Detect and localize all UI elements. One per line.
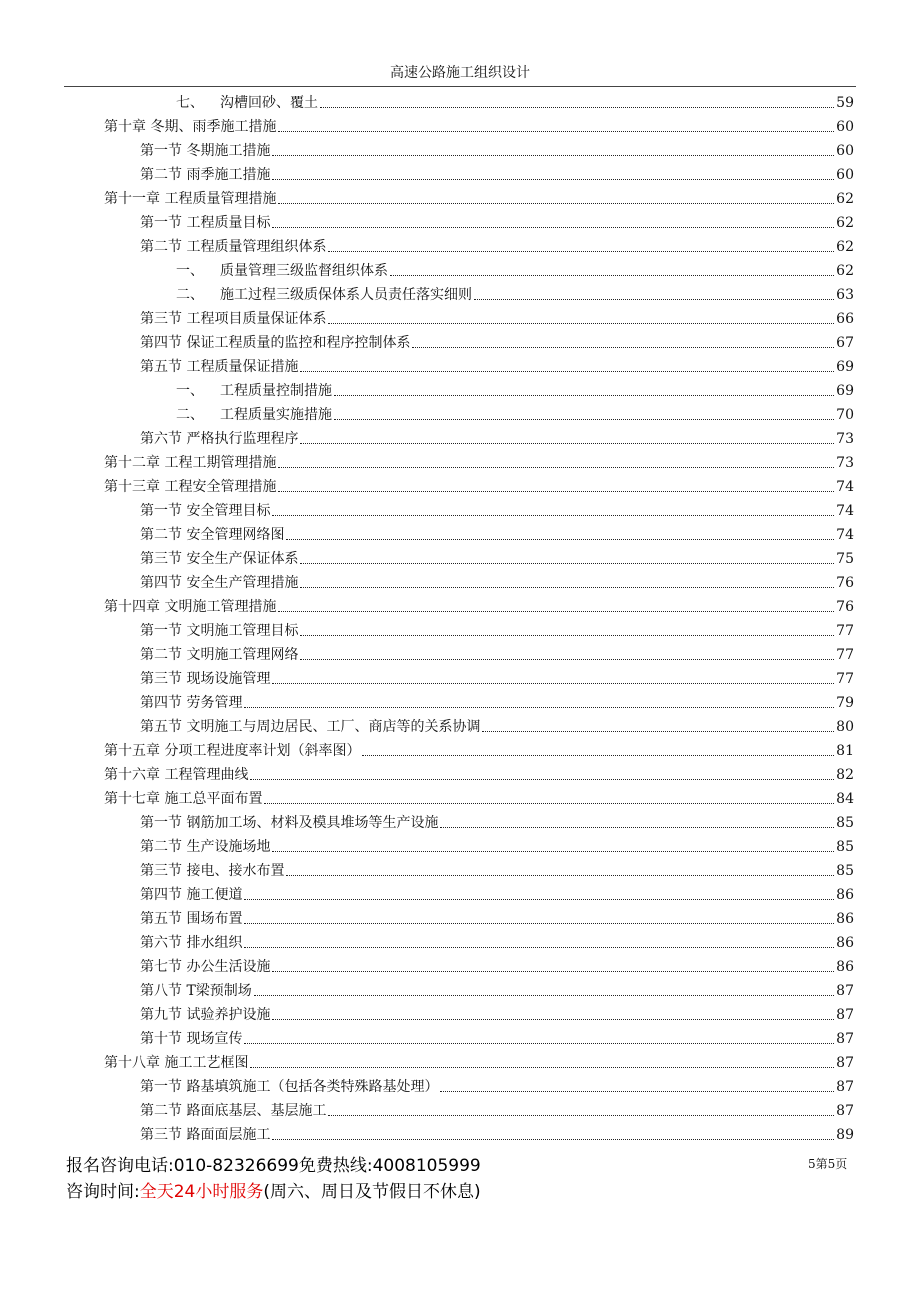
- toc-entry-page: 87: [836, 1079, 854, 1095]
- toc-leader-dots: [300, 587, 834, 588]
- toc-entry[interactable]: [140, 208, 854, 232]
- toc-entry-label: [140, 334, 410, 352]
- toc-entry-label: [140, 934, 242, 952]
- toc-leader-dots: [474, 299, 834, 300]
- toc-entry-text: 第十八章 施工工艺框图: [104, 1055, 249, 1071]
- toc-entry-text: 第三节 安全生产保证体系: [140, 551, 299, 567]
- toc-entry-label: [140, 166, 270, 184]
- toc-entry-page: 86: [836, 887, 854, 903]
- toc-leader-dots: [482, 731, 834, 732]
- toc-leader-dots: [440, 1091, 834, 1092]
- toc-leader-dots: [300, 371, 834, 372]
- toc-entry-page: 77: [836, 647, 854, 663]
- toc-leader-dots: [278, 131, 834, 132]
- toc-entry-text: 第十二章 工程工期管理措施: [104, 455, 277, 471]
- page-header-title: 高速公路施工组织设计: [390, 65, 530, 81]
- toc-entry[interactable]: [140, 1120, 854, 1144]
- toc-entry-text: 第十六章 工程管理曲线: [104, 767, 249, 783]
- page-number-indicator: 5第5页: [808, 1157, 848, 1171]
- toc-entry-label: [140, 502, 270, 520]
- toc-entry-page: 87: [836, 1103, 854, 1119]
- toc-entry-page: 87: [836, 1031, 854, 1047]
- toc-leader-dots: [244, 707, 834, 708]
- toc-entry[interactable]: [140, 304, 854, 328]
- toc-entry-text: 第一节 工程质量目标: [140, 215, 271, 231]
- toc-leader-dots: [254, 995, 834, 996]
- toc-entry-page: 86: [836, 959, 854, 975]
- toc-leader-dots: [272, 971, 834, 972]
- toc-leader-dots: [412, 347, 834, 348]
- toc-entry-label: [140, 526, 284, 544]
- toc-leader-dots: [328, 251, 834, 252]
- toc-entry-text: 第三节 接电、接水布置: [140, 863, 285, 879]
- toc-entry-text: 第二节 路面底基层、基层施工: [140, 1103, 327, 1119]
- toc-entry[interactable]: [104, 736, 854, 760]
- toc-entry-label: [140, 838, 270, 856]
- toc-entry[interactable]: [140, 520, 854, 544]
- toc-entry-label: [140, 1006, 270, 1024]
- toc-entry-label: [140, 646, 298, 664]
- toc-entry-text: 第八节 T梁预制场: [140, 983, 252, 999]
- toc-entry-page: 82: [836, 767, 854, 783]
- toc-entry-label: [140, 1126, 270, 1144]
- toc-entry-label: [104, 766, 248, 784]
- toc-entry-text: 第四节 安全生产管理措施: [140, 575, 299, 591]
- toc-leader-dots: [272, 1019, 834, 1020]
- toc-entry-label: [140, 622, 298, 640]
- toc-entry-text: 第十三章 工程安全管理措施: [104, 479, 277, 495]
- toc-entry-page: 85: [836, 863, 854, 879]
- toc-entry-page: 79: [836, 695, 854, 711]
- toc-entry-label: [140, 886, 242, 904]
- header-divider: [64, 86, 856, 87]
- toc-entry-label: [140, 910, 242, 928]
- toc-entry-text: 第五节 工程质量保证措施: [140, 359, 299, 375]
- toc-entry-label: [140, 550, 298, 568]
- toc-entry-number: 一、: [176, 263, 204, 279]
- toc-leader-dots: [244, 1043, 834, 1044]
- toc-entry[interactable]: [140, 136, 854, 160]
- toc-entry[interactable]: [176, 256, 854, 280]
- toc-entry-text: 工程质量控制措施: [220, 383, 332, 399]
- toc-entry-page: 60: [836, 119, 854, 135]
- footer-hours-highlight: 全天24小时服务: [139, 1182, 264, 1202]
- toc-leader-dots: [250, 779, 834, 780]
- toc-entry-page: 62: [836, 239, 854, 255]
- toc-entry[interactable]: [176, 280, 854, 304]
- toc-entry-text: 第二节 安全管理网络图: [140, 527, 285, 543]
- toc-entry[interactable]: [176, 400, 854, 424]
- toc-entry-text: 第十五章 分项工程进度率计划（斜率图）: [104, 743, 361, 759]
- toc-entry-label: [104, 598, 276, 616]
- toc-entry[interactable]: [140, 1072, 854, 1096]
- toc-entry-label: [140, 982, 252, 1000]
- toc-entry[interactable]: [104, 112, 854, 136]
- toc-entry-text: 第四节 劳务管理: [140, 695, 243, 711]
- toc-leader-dots: [278, 491, 834, 492]
- toc-entry-label: [140, 214, 270, 232]
- toc-entry-page: 74: [836, 503, 854, 519]
- toc-leader-dots: [250, 1067, 834, 1068]
- toc-leader-dots: [362, 755, 834, 756]
- toc-entry-page: 84: [836, 791, 854, 807]
- toc-entry[interactable]: [140, 880, 854, 904]
- toc-entry-text: 工程质量实施措施: [220, 407, 332, 423]
- toc-entry-page: 87: [836, 1007, 854, 1023]
- toc-entry-label: [140, 1030, 242, 1048]
- footer-hours-line: [66, 1180, 481, 1204]
- toc-entry[interactable]: [140, 1096, 854, 1120]
- toc-entry-label: [140, 814, 438, 832]
- toc-entry[interactable]: [104, 760, 854, 784]
- toc-entry[interactable]: [140, 616, 854, 640]
- toc-leader-dots: [328, 1115, 834, 1116]
- toc-leader-dots: [300, 635, 834, 636]
- toc-entry-text: 质量管理三级监督组织体系: [220, 263, 388, 279]
- toc-entry-text: 第十章 冬期、雨季施工措施: [104, 119, 277, 135]
- toc-entry-text: 第一节 路基填筑施工（包括各类特殊路基处理）: [140, 1079, 439, 1095]
- toc-entry-label: [140, 718, 480, 736]
- toc-entry-label: [140, 1078, 438, 1096]
- toc-entry[interactable]: [176, 88, 854, 112]
- toc-entry[interactable]: [104, 1048, 854, 1072]
- toc-entry-label: [104, 790, 262, 808]
- toc-entry[interactable]: [140, 832, 854, 856]
- toc-entry-label: [104, 742, 360, 760]
- toc-entry-text: 第二节 生产设施场地: [140, 839, 271, 855]
- toc-entry-label: [176, 262, 388, 280]
- toc-entry[interactable]: [104, 472, 854, 496]
- toc-entry[interactable]: [140, 688, 854, 712]
- toc-entry-page: 75: [836, 551, 854, 567]
- toc-leader-dots: [328, 323, 834, 324]
- toc-entry-text: 第四节 保证工程质量的监控和程序控制体系: [140, 335, 411, 351]
- toc-leader-dots: [390, 275, 834, 276]
- toc-entry[interactable]: [140, 808, 854, 832]
- toc-entry-label: [140, 670, 270, 688]
- toc-entry-text: 第二节 文明施工管理网络: [140, 647, 299, 663]
- toc-entry-page: 77: [836, 671, 854, 687]
- toc-leader-dots: [278, 467, 834, 468]
- toc-entry-label: [176, 382, 332, 400]
- toc-entry-text: 第四节 施工便道: [140, 887, 243, 903]
- toc-entry-page: 69: [836, 359, 854, 375]
- toc-entry-page: 62: [836, 191, 854, 207]
- toc-leader-dots: [272, 155, 834, 156]
- toc-entry[interactable]: [140, 568, 854, 592]
- toc-entry-text: 第十节 现场宣传: [140, 1031, 243, 1047]
- toc-entry[interactable]: [140, 952, 854, 976]
- toc-leader-dots: [286, 539, 834, 540]
- toc-leader-dots: [440, 827, 834, 828]
- toc-entry-label: [176, 406, 332, 424]
- toc-entry-text: 第一节 安全管理目标: [140, 503, 271, 519]
- toc-entry-text: 第十七章 施工总平面布置: [104, 791, 263, 807]
- toc-leader-dots: [334, 395, 834, 396]
- toc-entry[interactable]: [140, 976, 854, 1000]
- toc-entry[interactable]: [140, 328, 854, 352]
- toc-entry-text: 第三节 路面面层施工: [140, 1127, 271, 1143]
- toc-entry-number: 七、: [176, 95, 204, 111]
- toc-entry-page: 76: [836, 575, 854, 591]
- toc-entry-label: [104, 478, 276, 496]
- toc-entry-text: 第三节 工程项目质量保证体系: [140, 311, 327, 327]
- toc-entry-page: 87: [836, 983, 854, 999]
- toc-entry-label: [140, 358, 298, 376]
- toc-entry-page: 66: [836, 311, 854, 327]
- toc-entry-page: 69: [836, 383, 854, 399]
- toc-entry[interactable]: [176, 376, 854, 400]
- toc-leader-dots: [272, 683, 834, 684]
- toc-entry[interactable]: [140, 424, 854, 448]
- footer-hours-label: 咨询时间:: [66, 1182, 140, 1202]
- toc-entry-label: [140, 958, 270, 976]
- toc-entry[interactable]: [140, 352, 854, 376]
- toc-leader-dots: [272, 851, 834, 852]
- toc-entry-text: 沟槽回砂、覆土: [220, 95, 318, 111]
- toc-entry-page: 85: [836, 839, 854, 855]
- toc-leader-dots: [286, 875, 834, 876]
- toc-entry[interactable]: [104, 184, 854, 208]
- toc-leader-dots: [272, 179, 834, 180]
- toc-entry-page: 77: [836, 623, 854, 639]
- toc-entry-label: [176, 94, 318, 112]
- toc-entry-page: 87: [836, 1055, 854, 1071]
- toc-entry-label: [104, 454, 276, 472]
- toc-entry[interactable]: [104, 592, 854, 616]
- toc-leader-dots: [278, 203, 834, 204]
- toc-entry-page: 70: [836, 407, 854, 423]
- toc-entry-label: [140, 430, 298, 448]
- toc-entry[interactable]: [140, 1000, 854, 1024]
- toc-entry-text: 第二节 工程质量管理组织体系: [140, 239, 327, 255]
- toc-entry-page: 62: [836, 263, 854, 279]
- toc-entry[interactable]: [140, 496, 854, 520]
- toc-entry-page: 74: [836, 479, 854, 495]
- toc-leader-dots: [300, 563, 834, 564]
- toc-entry-text: 第十一章 工程质量管理措施: [104, 191, 277, 207]
- toc-entry-text: 第六节 排水组织: [140, 935, 243, 951]
- toc-entry[interactable]: [140, 232, 854, 256]
- toc-entry-text: 第九节 试验养护设施: [140, 1007, 271, 1023]
- toc-entry[interactable]: [140, 904, 854, 928]
- toc-entry-text: 施工过程三级质保体系人员责任落实细则: [220, 287, 472, 303]
- toc-entry-label: [140, 694, 242, 712]
- toc-leader-dots: [272, 227, 834, 228]
- toc-entry-label: [140, 574, 298, 592]
- toc-entry-text: 第一节 冬期施工措施: [140, 143, 271, 159]
- toc-leader-dots: [244, 899, 834, 900]
- toc-leader-dots: [244, 923, 834, 924]
- toc-entry-page: 73: [836, 455, 854, 471]
- footer-hours-note: (周六、周日及节假日不休息): [263, 1182, 481, 1202]
- toc-entry-number: 二、: [176, 287, 204, 303]
- toc-entry-page: 89: [836, 1127, 854, 1143]
- toc-entry-page: 76: [836, 599, 854, 615]
- toc-entry-text: 第一节 钢筋加工场、材料及模具堆场等生产设施: [140, 815, 439, 831]
- toc-entry[interactable]: [140, 544, 854, 568]
- toc-entry-page: 63: [836, 287, 854, 303]
- toc-leader-dots: [244, 947, 834, 948]
- toc-entry-text: 第五节 围场布置: [140, 911, 243, 927]
- toc-entry[interactable]: [140, 712, 854, 736]
- toc-leader-dots: [272, 515, 834, 516]
- toc-entry-page: 62: [836, 215, 854, 231]
- toc-entry-page: 74: [836, 527, 854, 543]
- toc-entry-page: 86: [836, 911, 854, 927]
- toc-entry-page: 59: [836, 95, 854, 111]
- toc-entry[interactable]: [140, 928, 854, 952]
- toc-entry-text: 第三节 现场设施管理: [140, 671, 271, 687]
- toc-entry-page: 80: [836, 719, 854, 735]
- toc-entry-label: [140, 310, 326, 328]
- toc-entry-text: 第七节 办公生活设施: [140, 959, 271, 975]
- toc-entry-page: 60: [836, 143, 854, 159]
- toc-entry-label: [140, 238, 326, 256]
- toc-leader-dots: [334, 419, 834, 420]
- toc-entry-label: [140, 862, 284, 880]
- toc-entry-text: 第十四章 文明施工管理措施: [104, 599, 277, 615]
- toc-entry-label: [176, 286, 472, 304]
- footer-phone-line: 报名咨询电话:010-82326699免费热线:4008105999: [66, 1156, 481, 1176]
- toc-entry-text: 第二节 雨季施工措施: [140, 167, 271, 183]
- toc-entry-text: 第五节 文明施工与周边居民、工厂、商店等的关系协调: [140, 719, 481, 735]
- toc-entry-label: [140, 142, 270, 160]
- toc-entry-text: 第一节 文明施工管理目标: [140, 623, 299, 639]
- toc-entry-number: 二、: [176, 407, 204, 423]
- toc-leader-dots: [272, 1139, 834, 1140]
- toc-entry-page: 81: [836, 743, 854, 759]
- toc-entry-page: 60: [836, 167, 854, 183]
- toc-entry[interactable]: [140, 1024, 854, 1048]
- toc-leader-dots: [300, 443, 834, 444]
- toc-entry-label: [104, 1054, 248, 1072]
- toc-entry-page: 67: [836, 335, 854, 351]
- toc-entry[interactable]: [140, 664, 854, 688]
- toc-entry[interactable]: [104, 784, 854, 808]
- toc-leader-dots: [264, 803, 834, 804]
- toc-entry-label: [140, 1102, 326, 1120]
- toc-entry-label: [104, 118, 276, 136]
- toc-leader-dots: [320, 107, 834, 108]
- toc-entry-page: 86: [836, 935, 854, 951]
- toc-entry[interactable]: [140, 640, 854, 664]
- toc-entry-page: 73: [836, 431, 854, 447]
- toc-entry[interactable]: [104, 448, 854, 472]
- toc-leader-dots: [300, 659, 834, 660]
- toc-leader-dots: [278, 611, 834, 612]
- toc-entry-label: [104, 190, 276, 208]
- toc-entry[interactable]: [140, 856, 854, 880]
- footer-contact: [66, 1154, 481, 1204]
- toc-entry-number: 一、: [176, 383, 204, 399]
- toc-entry[interactable]: [140, 160, 854, 184]
- toc-entry-page: 85: [836, 815, 854, 831]
- toc-entry-text: 第六节 严格执行监理程序: [140, 431, 299, 447]
